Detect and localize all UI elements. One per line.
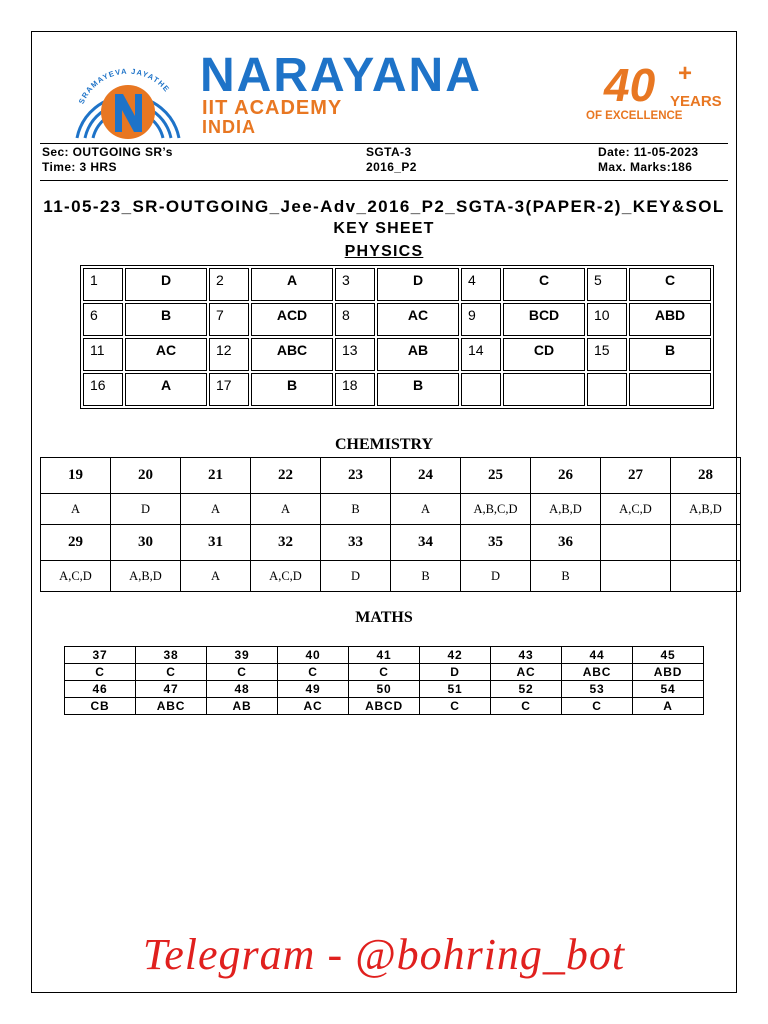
question-number: 24 — [391, 458, 461, 494]
answer-key: A — [41, 494, 111, 525]
answer-key: ACD — [251, 303, 333, 336]
question-number: 3 — [335, 268, 375, 301]
narayana-logo-emblem — [63, 50, 193, 142]
question-number: 16 — [83, 373, 123, 406]
answer-key: C — [491, 698, 562, 715]
motto-text: SRAMAYEVA JAYATHE — [76, 66, 172, 106]
physics-row — [83, 303, 711, 336]
answer-key-row — [65, 698, 704, 715]
chemistry-title: CHEMISTRY — [334, 436, 434, 453]
answer-key: ABD — [629, 303, 711, 336]
question-number: 42 — [420, 647, 491, 664]
question-number: 19 — [41, 458, 111, 494]
answer-key: B — [377, 373, 459, 406]
question-number: 34 — [391, 525, 461, 561]
question-number: 17 — [209, 373, 249, 406]
answer-key-row — [41, 561, 741, 592]
answer-key: C — [65, 664, 136, 681]
answer-key: AC — [377, 303, 459, 336]
answer-key: AC — [125, 338, 207, 371]
question-number: 37 — [65, 647, 136, 664]
answer-key: C — [207, 664, 278, 681]
badge-excellence: OF EXCELLENCE — [586, 110, 683, 122]
question-number: 44 — [562, 647, 633, 664]
answer-key-row — [65, 664, 704, 681]
maths-title: MATHS — [355, 609, 413, 626]
brand-country: INDIA — [202, 117, 256, 137]
answer-key: A — [181, 561, 251, 592]
answer-key: C — [420, 698, 491, 715]
question-number: 33 — [321, 525, 391, 561]
question-number: 48 — [207, 681, 278, 698]
question-number: 13 — [335, 338, 375, 371]
answer-key: A — [251, 268, 333, 301]
question-number: 54 — [633, 681, 704, 698]
question-number: 10 — [587, 303, 627, 336]
answer-key — [503, 373, 585, 406]
answer-key: A — [251, 494, 321, 525]
answer-key: A — [633, 698, 704, 715]
time-info: Time: 3 HRS — [42, 160, 117, 174]
question-number: 21 — [181, 458, 251, 494]
answer-key: AC — [491, 664, 562, 681]
answer-key: A — [125, 373, 207, 406]
question-number — [587, 373, 627, 406]
question-number: 25 — [461, 458, 531, 494]
answer-key: C — [136, 664, 207, 681]
physics-row — [83, 338, 711, 371]
question-number — [671, 525, 741, 561]
answer-key: ABD — [633, 664, 704, 681]
answer-key: ABC — [136, 698, 207, 715]
answer-key: B — [531, 561, 601, 592]
answer-key: AC — [278, 698, 349, 715]
question-number: 51 — [420, 681, 491, 698]
info-right — [598, 145, 698, 175]
answer-key: BCD — [503, 303, 585, 336]
question-number-row — [65, 681, 704, 698]
question-number-row — [41, 458, 741, 494]
answer-key: D — [111, 494, 181, 525]
question-number: 11 — [83, 338, 123, 371]
question-number: 7 — [209, 303, 249, 336]
question-number: 29 — [41, 525, 111, 561]
question-number: 9 — [461, 303, 501, 336]
document-title: 11-05-23_SR-OUTGOING_Jee-Adv_2016_P2_SGTA-3(PAPER-2)_KEY&SOL — [43, 197, 725, 216]
answer-key: B — [125, 303, 207, 336]
answer-key — [629, 373, 711, 406]
question-number: 53 — [562, 681, 633, 698]
answer-key: ABC — [562, 664, 633, 681]
divider-top — [40, 143, 728, 144]
answer-key: C — [349, 664, 420, 681]
question-number-row — [41, 525, 741, 561]
test-code: SGTA-3 — [366, 145, 412, 159]
question-number: 5 — [587, 268, 627, 301]
info-left — [42, 145, 173, 175]
question-number: 28 — [671, 458, 741, 494]
question-number: 18 — [335, 373, 375, 406]
question-number: 6 — [83, 303, 123, 336]
answer-key: A,B,D — [671, 494, 741, 525]
badge-plus: + — [678, 60, 693, 87]
answer-key: A,B,D — [111, 561, 181, 592]
answer-key: D — [321, 561, 391, 592]
question-number: 36 — [531, 525, 601, 561]
date-info: Date: 11-05-2023 — [598, 145, 699, 159]
divider-bottom — [40, 180, 728, 181]
marks-info: Max. Marks:186 — [598, 160, 693, 174]
answer-key: ABCD — [349, 698, 420, 715]
physics-heading — [0, 243, 768, 261]
answer-key: A,C,D — [41, 561, 111, 592]
question-number: 12 — [209, 338, 249, 371]
answer-key: D — [125, 268, 207, 301]
question-number: 47 — [136, 681, 207, 698]
question-number: 15 — [587, 338, 627, 371]
question-number — [601, 525, 671, 561]
badge-number: 40 — [604, 59, 656, 111]
physics-row — [83, 268, 711, 301]
answer-key: AB — [377, 338, 459, 371]
answer-key: B — [321, 494, 391, 525]
physics-title: PHYSICS — [344, 243, 424, 260]
answer-key: ABC — [251, 338, 333, 371]
brand-name: NARAYANA — [200, 49, 482, 102]
question-number: 38 — [136, 647, 207, 664]
answer-key: CD — [503, 338, 585, 371]
question-number: 49 — [278, 681, 349, 698]
question-number — [461, 373, 501, 406]
question-number: 39 — [207, 647, 278, 664]
question-number: 45 — [633, 647, 704, 664]
answer-key: A,C,D — [251, 561, 321, 592]
answer-key: D — [420, 664, 491, 681]
brand-subtitle: IIT ACADEMY — [202, 97, 343, 119]
question-number: 30 — [111, 525, 181, 561]
answer-key: D — [461, 561, 531, 592]
answer-key: C — [278, 664, 349, 681]
question-number: 14 — [461, 338, 501, 371]
badge-years: YEARS — [670, 93, 722, 110]
question-number: 41 — [349, 647, 420, 664]
answer-key: C — [503, 268, 585, 301]
info-center — [366, 145, 417, 175]
answer-key: A,C,D — [601, 494, 671, 525]
telegram-watermark: Telegram - @bohring_bot — [142, 930, 626, 979]
question-number: 52 — [491, 681, 562, 698]
answer-key: B — [629, 338, 711, 371]
answer-key: C — [562, 698, 633, 715]
answer-key: A,B,C,D — [461, 494, 531, 525]
question-number: 43 — [491, 647, 562, 664]
question-number: 4 — [461, 268, 501, 301]
maths-answer-table — [64, 646, 704, 715]
answer-key-row — [41, 494, 741, 525]
physics-row — [83, 373, 711, 406]
question-number: 26 — [531, 458, 601, 494]
question-number: 31 — [181, 525, 251, 561]
answer-key: A,B,D — [531, 494, 601, 525]
answer-key: AB — [207, 698, 278, 715]
question-number: 20 — [111, 458, 181, 494]
answer-key: A — [181, 494, 251, 525]
chemistry-answer-table — [40, 457, 741, 592]
answer-key — [601, 561, 671, 592]
answer-key: A — [391, 494, 461, 525]
question-number: 23 — [321, 458, 391, 494]
physics-answer-table — [80, 265, 714, 409]
answer-key: B — [251, 373, 333, 406]
question-number: 1 — [83, 268, 123, 301]
question-number: 46 — [65, 681, 136, 698]
forty-years-badge — [582, 55, 722, 125]
question-number: 40 — [278, 647, 349, 664]
question-number: 35 — [461, 525, 531, 561]
question-number: 8 — [335, 303, 375, 336]
question-number: 27 — [601, 458, 671, 494]
paper-code: 2016_P2 — [366, 160, 417, 174]
answer-key: CB — [65, 698, 136, 715]
answer-key: D — [377, 268, 459, 301]
answer-key: C — [629, 268, 711, 301]
answer-key: B — [391, 561, 461, 592]
section-info: Sec: OUTGOING SR’s — [42, 145, 173, 159]
question-number: 50 — [349, 681, 420, 698]
answer-key — [671, 561, 741, 592]
key-sheet-title: KEY SHEET — [333, 220, 435, 237]
question-number: 22 — [251, 458, 321, 494]
question-number-row — [65, 647, 704, 664]
question-number: 32 — [251, 525, 321, 561]
question-number: 2 — [209, 268, 249, 301]
